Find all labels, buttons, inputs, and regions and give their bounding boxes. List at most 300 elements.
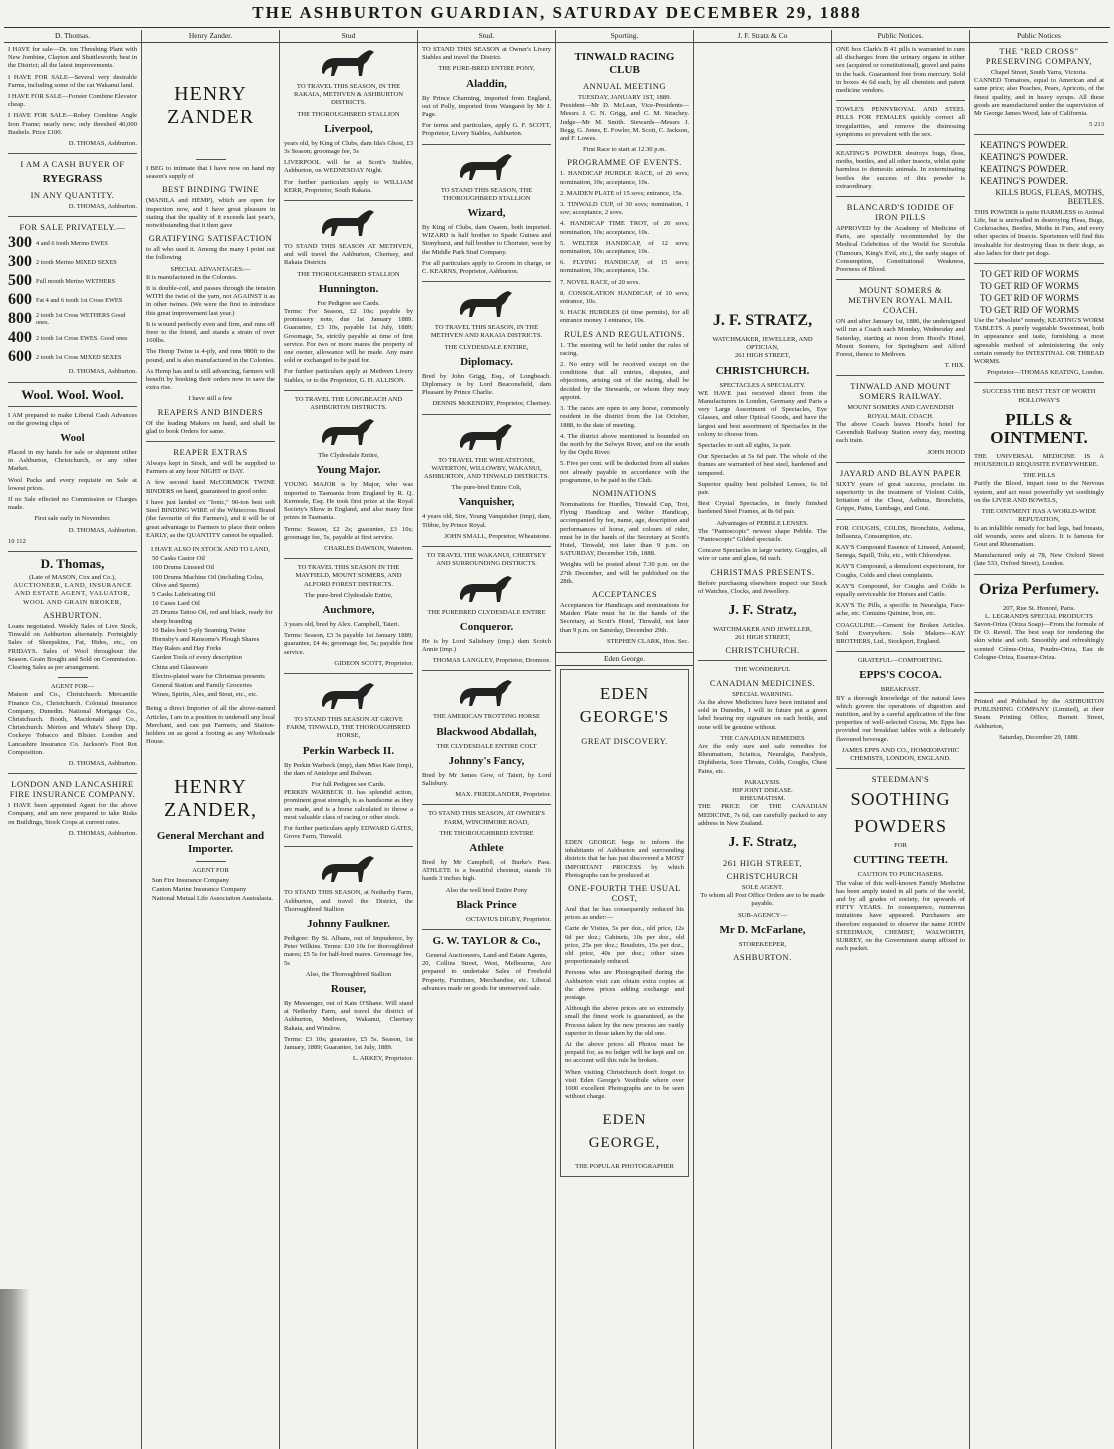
subheading: THE CLYDESDALE ENTIRE, — [444, 343, 529, 351]
divider — [8, 773, 137, 774]
heading: Mr D. McFarlane, — [719, 923, 806, 936]
sheep-lot — [8, 273, 137, 289]
heading: 261 HIGH STREET, — [723, 857, 802, 868]
ad-paragraph: TO STAND THIS SEASON, THE THOROUGHBRED STALLION — [440, 186, 533, 202]
signature: Proprietor—THOMAS KEATING, London. — [987, 369, 1104, 377]
heading: POWDERS — [853, 816, 947, 837]
heading: Blackwood Abdallah, — [436, 725, 537, 738]
subheading: HIP JOINT DISEASE. — [732, 786, 793, 794]
subheading: Chapel Street, South Yarra, Victoria. — [990, 69, 1088, 76]
imprint: Printed and Published by the ASHBURTON PUBLISHING COMPANY (Limited), at their Steam Printing Office, Burnett Street, Ashburton, — [974, 697, 1104, 730]
ad-paragraph: Terms: £3 10s; guarantee, £5 5s. Season, 1st January, 1889; Guarantee, 1st July, 1889. — [284, 1035, 413, 1052]
heading: JAYARD AND BLAYN PAPER — [839, 467, 962, 478]
divider — [422, 670, 551, 671]
heading: RULES AND REGULATIONS. — [564, 328, 685, 339]
heading: REAPERS AND BINDERS — [157, 406, 264, 417]
ad-paragraph: He is by Lord Salisbury (imp.) dam Scotch Annie (imp.) — [422, 637, 551, 653]
divider — [8, 551, 137, 552]
ad-paragraph: First sale early in November. — [34, 515, 111, 523]
sheep-desc: Full mouth Merino WETHERS — [36, 277, 116, 285]
heading: EDEN GEORGE, — [588, 1112, 661, 1152]
heading: Black Prince — [456, 898, 517, 911]
subheading: PARALYSIS. — [744, 778, 781, 786]
heading: ANNUAL MEETING — [583, 81, 666, 91]
list-item: 10 Cases Lard Oil — [152, 600, 200, 608]
ad-paragraph: President—Mr D. McLean, Vice-Presidents—Messrs J. C. N. Grigg, and C. M. Strachey. Judge—Mr M. Smith. Stewards—Messrs J. Begg, G. Jones, E. Fowler, M. Scott, C. Jackson, and F. Lowes. — [560, 102, 689, 143]
ad-paragraph: Carte de Visites, 5s per doz., old price, 12s 6d per doz.; Cabinets, 10s per doz., old price, 25s per doz.; Boudoirs, 15s per doz., old price, 40s per doz.; other sizes proportionately reduced. — [565, 925, 684, 966]
subheading: THE THOROUGHBRED STALLION — [297, 270, 400, 278]
divider — [196, 159, 226, 160]
list-item: KEATING'S POWDER. — [980, 140, 1069, 151]
ad-paragraph: At the above prices all Photos must be prepaid for, as no ledger will be kept and on no account will this rule be broken. — [565, 1041, 684, 1065]
heading: Vanquisher, — [458, 496, 515, 509]
subheading: MOUNT SOMERS AND CAVENDISH ROYAL MAIL COACH. — [847, 404, 954, 420]
list-item: Canton Marine Insurance Company — [152, 885, 247, 893]
ad-paragraph: ONE box Clark's B 41 pills is warranted to cure all discharges from the urinary organs in either sex (acquired or constitutional), gravel and pains in the back. Guaranteed free from mercury. Sold in boxes 4s 6d each, by all chemists and patent medicine vendors. — [836, 46, 965, 95]
ad-paragraph: TO TRAVEL THIS SEASON, IN THE RAKAIA, METHVEN & ASHBURTON DISTRICTS. — [293, 83, 403, 107]
sheep-lot — [8, 292, 137, 308]
subheading: THE CLYDESDALE ENTIRE COLT — [436, 742, 537, 750]
ad-paragraph: I HAVE FOR SALE—Several very desirable Farms, including some of the cat Wakanui land. — [8, 73, 137, 89]
ad-paragraph: Savon-Oriza (Oriza Soap)—From the formule of Dr O. Reveil. The best soap for rendering the skin white and soft. Smoothly and refreshingly scented Crème-Oriza, Poudre-Oriza, Eau de Cologne-Oriza, Essence-Oriza. — [974, 620, 1104, 661]
column-8 — [970, 30, 1108, 1449]
signature: T. HIX. — [944, 362, 965, 370]
divider — [836, 279, 965, 280]
ad-paragraph: If no Sale effected no Commission or Charges made. — [8, 496, 137, 512]
spacer — [698, 46, 827, 306]
heading: CANADIAN MEDICINES. — [709, 677, 816, 688]
column-head: Public Notices. — [832, 30, 969, 43]
masthead-rule — [4, 27, 1110, 28]
ad-paragraph: Terms: For Season, £2 10s; payable by promissory note, due 1st January 1889. Guarantee, £3 10s, payable 1st July, 1889; Groomage, 5s, strictly payable at time of first service. For two or more mares the property of one owner, allowance will be made. Any mare sold or exchanged to be paid for. — [284, 308, 413, 365]
column-head: J. F. Stratz & Co — [694, 30, 831, 43]
ad-paragraph: Being a direct Importer of all the above-named Articles, I am in a position to undersell any local Merchant, and can put Farmers, and Station-holders on as good a footing as any Wholesale House. — [146, 705, 275, 746]
divider — [974, 692, 1104, 693]
masthead: THE ASHBURTON GUARDIAN, SATURDAY DECEMBER 29, 1888 — [252, 3, 862, 22]
ad-paragraph: When visiting Christchurch don't forget to visit Eden George's Vestibule where over 1000 excellent Photographs are to be seen without charge. — [565, 1068, 684, 1101]
list-item: TO GET RID OF WORMS — [980, 281, 1080, 292]
list-item: Wines, Spirits, Ales, and Stout, etc., etc. — [152, 691, 258, 699]
ad-paragraph: Loans negotiated. Weekly Sales of Live Stock, Tinwald on Ashburton alternately. Fortnightly Sales of Sheepskins, Fat, Hides, etc., on FRIDAYS. Sales of Wool throughout the Season. Grain Bought and Sold on Commission. Clearing Sales as per arrangement. — [8, 622, 137, 671]
list-item: Hornsby's and Ransome's Plough Shares — [152, 635, 260, 643]
sheep-lot — [8, 349, 137, 365]
ad-paragraph: SIXTY years of great success, proclaim its superiority in the treatment of Violent Colds, Irritation of the Chest, Asthma, Bronchitis, Grippe, Pains, Lumbago, and Gout. — [836, 480, 965, 513]
ad-paragraph: Superior quality best polished Lenses, 6s 6d pair. — [698, 480, 827, 497]
ad-paragraph: Our Spectacles at 5s 6d pair. The whole of the frames are warranted of best steel, hardened and tempered. — [698, 453, 827, 477]
ad-paragraph: Terms: Season, £3 3s payable 1st January 1889; guarantee, £4 4s; groomage fee, 5s; payable first service. — [284, 632, 413, 656]
subheading: Advantages of PEBBLE LENSES. — [716, 519, 809, 527]
heading: Conqueror. — [459, 620, 514, 633]
subheading: THE THOROUGHBRED STALLION — [297, 110, 400, 118]
ad-paragraph: to all who used it. Among the many I point out the following — [146, 246, 275, 262]
ad-paragraph: TO STAND THIS SEASON AT GROVE FARM, TINWALD, THE THOROUGHBRED HORSE, — [286, 715, 411, 740]
subheading: THE PUREBRED CLYDESDALE ENTIRE — [427, 608, 546, 616]
column-5 — [556, 30, 694, 1449]
ad-paragraph: 3 years old, bred by Alex. Campbell, Taieri. — [284, 620, 400, 628]
ad-paragraph: For all particulars apply to Groom in charge, or C. KEARNS, Proprietor, Ashburton. — [422, 259, 551, 276]
rule-item: 4. The district above mentioned is bounded on the north by the Selwyn River, and on the south by the Opihi River. — [560, 432, 689, 457]
heading: CHRISTCHURCH — [726, 870, 799, 881]
signature: D. THOMAS, Ashburton. — [68, 368, 137, 376]
heading: EPPS'S COCOA. — [859, 669, 942, 682]
divider — [422, 804, 551, 805]
subheading: The Clydesdale Entire, — [318, 452, 379, 460]
sheep-count: 800 — [8, 310, 32, 328]
subheading: 261 HIGH STREET, — [734, 634, 790, 642]
sheep-desc: 2 tooth Merino MIXED SEXES — [36, 258, 117, 266]
ad-paragraph: CANNED Tomatoes, equal to American and at same price; also Peaches, Pears, Apricots, of the finest quality, and in heavy syrups. All these goods are manufactured under the supervision of Mr George James Wood, late of California. — [974, 77, 1104, 118]
ad-paragraph: I have just landed ex "Ionic," 90-ton best soft Steel BINDING WIRE of the Whitecross Brand (the favourite of the Farmers), and it will be of great advantage to Farmers to place their orders EARLY, as the QUANTITY cannot be equalled. — [146, 498, 275, 539]
heading: TINWALD AND MOUNT SOMERS RAILWAY. — [850, 381, 951, 402]
ad-paragraph: EDEN GEORGE begs to inform the inhabitants of Ashburton and surrounding districts that he has just discovered a MOST IMPORTANT PROCESS by which Photographs can be produced at — [565, 838, 684, 879]
list-item: 10 Bales best 5-ply Seaming Twine — [152, 626, 246, 634]
heading: CHRISTMAS PRESENTS. — [710, 566, 815, 577]
divider — [836, 768, 965, 769]
programme-item: 1. HANDICAP HURDLE RACE, of 20 sovs; nomination, 10s; acceptance, 10s. — [560, 170, 689, 186]
subheading: RHEUMATISM. — [739, 795, 786, 803]
heading: ONE-FOURTH THE USUAL COST, — [568, 882, 681, 903]
heading: Wizard, — [467, 207, 506, 220]
programme-item: 8. CONSOLATION HANDICAP, of 10 sovs; entrance, 10s. — [560, 289, 689, 306]
list-item: Garden Tools of every description — [152, 654, 242, 662]
horse-engraving-icon — [314, 206, 384, 240]
signature: L. ARKEY, Proprietor. — [352, 1055, 413, 1063]
heading: G. W. TAYLOR & Co., — [432, 934, 541, 947]
heading: Wool — [60, 432, 85, 445]
sheep-count: 300 — [8, 234, 32, 252]
heading: CUTTING TEETH. — [853, 854, 948, 867]
list-item: 5 Casks Lubricating Oil — [152, 590, 216, 598]
horse-engraving-icon — [452, 420, 522, 454]
heading: IN ANY QUANTITY. — [30, 190, 115, 201]
subheading: SUB-AGENCY— — [737, 911, 788, 919]
signature: THOMAS LANGLEY, Proprietor, Dromore. — [432, 657, 551, 665]
subheading: THE OINTMENT HAS A WORLD-WIDE REPUTATION, — [981, 508, 1097, 524]
column-1 — [4, 30, 142, 1449]
heading: HENRY ZANDER — [166, 83, 255, 128]
divider — [8, 153, 137, 154]
list-item: Hay Rakes and Hay Forks — [152, 645, 222, 653]
ad-paragraph: LIVERPOOL will be at Scott's Stables, Ashburton, on WEDNESDAY Night. — [284, 159, 413, 175]
sheep-count: 300 — [8, 253, 32, 271]
heading: General Merchant and Importer. — [156, 830, 265, 856]
ad-paragraph: The "Pantoscopic" newest shape Pebble. The "Pantoscopic" Gilded spectacle. — [698, 527, 827, 544]
list-item: Electro-plated ware for Christmas presents — [152, 672, 265, 680]
divider — [284, 390, 413, 391]
horse-engraving-icon — [314, 852, 384, 886]
heading: J. F. Stratz, — [728, 603, 797, 619]
ad-paragraph: Nominations for Hurdles, Tinwald Cup, Trot, Flying Handicap and Welter Handicap, accompanied by fee, name, age, description and performances of horse, and colours of rider, must be in the hands of the Secretary at Scott's Hotel, Tinwald, not later than 9 p.m. on SATURDAY, December 15th, 1888. — [560, 500, 689, 558]
sheep-desc: 2 tooth 1st Cross EWES. Good ones — [36, 334, 128, 342]
ad-paragraph: KAY'S Compound Essence of Linseed, Aniseed, Senega, Squill, Tolu, etc., with Chlorodyne. — [836, 543, 965, 560]
ad-paragraph: TO TRAVEL THIS SEASON, IN THE METHVEN AND RAKAIA DISTRICTS. — [430, 324, 543, 340]
ad-paragraph: It is wound perfectly even and firm, and runs off freer to the friend, and stands a strain of over 160lbs. — [146, 320, 275, 345]
divider — [836, 462, 965, 463]
ad-paragraph: Although the above prices are so extremely small the finest work is guaranteed, as the Process taken by the new process are vastly superior to those taken by the old one. — [565, 1005, 684, 1037]
ad-paragraph: Weights will be posted about 7.30 p.m. on the 27th December, and will be published on the 28th. — [560, 561, 689, 585]
subheading: I have still a few — [188, 395, 233, 403]
divider — [196, 861, 226, 862]
subheading: Also the well bred Entire Pony — [445, 886, 528, 894]
ad-paragraph: Persons who are Photographed during the Ashburton visit can obtain extra copies at the above prices adding exchange and postage. — [565, 969, 684, 1002]
scan-shadow — [0, 1289, 30, 1449]
ad-paragraph: It is double-coil, and passes through the tension WITH the twist of the yarn, not AGAINST it as in other twines. (We were the first to introduce this great improvement last year.) — [146, 285, 275, 317]
heading: Liverpool, — [324, 122, 373, 135]
ad-paragraph: Is an infallible remedy for bad legs, bad breasts, old wounds, sores and ulcers. It is famous for Gout and Rheumatism. — [974, 524, 1104, 548]
heading: Oriza Perfumery. — [979, 580, 1099, 598]
divider — [58, 677, 88, 678]
list-item: KEATING'S POWDER. — [980, 176, 1069, 187]
programme-item: 6. FLYING HANDICAP, of 15 sovs; nomination, 10s; acceptance, 15s. — [560, 259, 689, 275]
ad-paragraph: TO STAND THIS SEASON, at Netherby Farm, Ashburton, and travel the District, the Thoroughbred Stallion — [284, 889, 413, 913]
list-item: 25 Drums Tattoo Oil, red and black, ready for sheep branding — [152, 609, 273, 625]
signature: D. THOMAS, Ashburton. — [68, 759, 137, 767]
ad-paragraph: TO TRAVEL THIS SEASON IN THE MAYFIELD, MOUNT SOMERS, AND ALFORD FOREST DISTRICTS. — [295, 564, 402, 588]
divider — [836, 375, 965, 376]
signature: OCTAVIUS DIGBY, Proprietor. — [466, 915, 551, 923]
subheading: SUCCESS THE BEST TEST OF WORTH — [982, 388, 1096, 396]
horse-engraving-icon — [452, 572, 522, 606]
ad-paragraph: Matson and Co., Christchurch. Mercantile Finance Co., Christchurch. Colonial Insurance Company, Dunedin. National Mortgage Co., Christchurch. Booth, Macdonald and Co., Christchurch. Merton and White's Sheep Dip. Cockeye Tobacco and Blister. London and Lancashire Insurance Co. Jackson's Foot Rot Composition. — [8, 691, 137, 756]
heading: LONDON AND LANCASHIRE FIRE INSURANCE COMPANY. — [9, 779, 136, 800]
ad-paragraph: For terms and particulars, apply G. F. SCOTT, Proprietor, Livery Stables, Ashburton. — [422, 122, 551, 138]
heading: Rouser, — [330, 983, 367, 995]
subheading: THE AMERICAN TROTTING HORSE — [432, 713, 541, 721]
subheading: The pure-bred Clydesdale Entire, — [304, 591, 393, 599]
column-6 — [694, 30, 832, 1449]
list-item: 50 Casks Castor Oil — [152, 555, 205, 563]
subheading: THE PURE-BRED ENTIRE PONY, — [438, 65, 535, 73]
programme-item: 4. HANDICAP TIME TROT, of 20 sovs; nomination, 10s; acceptance, 10s. — [560, 220, 689, 236]
ad-paragraph: Acceptances for Handicaps and nominations for Maiden Plate must be in the hands of the Secretary, at Scott's Hotel, Tinwald, not later than 9 p.m. on Saturday, December 29th. — [560, 601, 689, 634]
ad-paragraph: I BEG to intimate that I have now on hand my season's supply of — [146, 165, 275, 181]
heading: GRATIFYING SATISFACTION — [148, 233, 273, 244]
stock-list — [146, 555, 275, 699]
subheading: (Late of MASON, Cox and Co.), — [29, 574, 116, 582]
divider — [284, 200, 413, 201]
heading: RYEGRASS — [42, 173, 103, 186]
ad-paragraph: For further particulars apply at Methven Livery Stables, or to the Proprietor, G. H. ALLISON. — [284, 368, 413, 384]
divider — [836, 100, 965, 101]
list-item: TO GET RID OF WORMS — [980, 293, 1080, 304]
ad-paragraph: Terms: Season, £2 2s; guarantee, £3 10s; groomage fee, 5s, payable at first service. — [284, 525, 413, 541]
divider — [8, 216, 137, 217]
subheading: THE POPULAR PHOTOGRAPHER — [575, 1163, 674, 1171]
ad-paragraph: YOUNG MAJOR is by Major, who was imported to Tasmania from England by R. Q. Kermode, Esq. He took first prize at the Royal Society's Show in England, and also many first prizes in Tasmania. — [284, 481, 413, 522]
divider — [974, 382, 1104, 383]
rule-item: 2. No entry will be received except on the conditions that all entries, disputes, and objections, arising out of the racing, shall be decided by the Stewards, or whom they may appoint. — [560, 361, 689, 401]
eden-george-ad — [560, 669, 689, 1177]
sheep-desc: Fat 4 and 6 tooth 1st Cross EWES — [36, 296, 123, 304]
list-item: China and Glassware — [152, 663, 209, 671]
imprint-date: Saturday, December 29, 1888. — [999, 733, 1079, 741]
signature: D. THOMAS, Ashburton. — [68, 526, 137, 534]
sheep-lot — [8, 311, 137, 327]
divider — [974, 263, 1104, 264]
ad-paragraph: Manufactured only at 78, New Oxford Street (late 533, Oxford Street), London. — [974, 552, 1104, 568]
ad-paragraph: Bred by Mr Campbell, of Burke's Pass. ATHLETE is a beautiful chestnut, stands 16 hands 3 inches high. — [422, 858, 551, 883]
ad-paragraph: As Hemp has and is still advancing, farmers will benefit by booking their orders now to save the extra rise. — [146, 367, 275, 392]
ad-paragraph: TO TRAVEL THE WAKANUI, CHERTSEY AND SURROUNDING DISTRICTS. — [426, 552, 547, 568]
subheading: SPECIAL ADVANTAGES:— — [170, 265, 251, 273]
ad-paragraph: The above Coach leaves Hood's hotel for Cavendish Railway Station every day, meeting each train. — [836, 420, 965, 445]
subheading: SPECIAL WARNING. — [732, 690, 793, 698]
ad-paragraph: Placed in my hands for sale or shipment either in Ashburton, Christchurch, or any other Market. — [8, 449, 137, 473]
horse-engraving-icon — [314, 415, 384, 449]
signature: D. THOMAS, Ashburton. — [68, 829, 137, 837]
subheading: THE THOROUGHBRED ENTIRE — [439, 829, 534, 837]
subheading: AGENT FOR— — [50, 683, 95, 691]
column-3 — [280, 30, 418, 1449]
ad-reference: 5 213 — [1089, 121, 1104, 129]
divider — [422, 281, 551, 282]
subheading: For full Pedigree see Cards. — [311, 780, 386, 788]
list-item: TO GET RID OF WORMS — [980, 305, 1080, 316]
ad-paragraph: Bred by Mr James Gow, of Taieri, by Lord Salisbury. — [422, 771, 551, 787]
subheading: L. LEGRAND'S SPECIAL PRODUCTS — [985, 612, 1093, 620]
ad-paragraph: years old, by King of Clubs, dam Ida's Ghost, £3 3s Season; groomage fee, 5s — [284, 139, 413, 156]
ad-paragraph: Always kept in Stock, and will be supplied to Farmers at any hour NIGHT or DAY. — [146, 460, 275, 476]
heading: STEEDMAN'S — [871, 774, 930, 785]
subheading: First Race to start at 12.30 p.m. — [583, 146, 666, 154]
ad-paragraph: TO TRAVEL THE WHEATSTONE, WATERTON, WILLOWBY, WAKANUI, ASHBURTON, AND TINWALD DISTRICTS. — [423, 456, 550, 481]
ad-paragraph: Spectacles to suit all sights, 1s pair. — [698, 442, 792, 450]
ad-paragraph: As the above Medicines have been imitated and sold in Dunedin, I will in future put a green label bearing my signature on each bottle, and none will be genuine without. — [698, 698, 827, 731]
spacer — [565, 749, 684, 839]
subheading: HOLLOWAY'S — [1018, 396, 1060, 404]
ad-paragraph: Are the only sure and safe remedies for Rheumatism, Sciatica, Neuralgia, Paralysis, Diphtheria, Sore Throats, Colds, Coughs, Chest Pains, etc. — [698, 742, 827, 775]
sheep-desc: 2 tooth 1st Cross MIXED SEXES — [36, 353, 122, 361]
heading: HENRY ZANDER, — [163, 776, 258, 822]
list-item: KEATING'S POWDER. — [980, 164, 1069, 175]
programme-item: 2. MAIDEN PLATE of 15 sovs; entrance, 15s. — [560, 189, 684, 197]
ad-paragraph: KEATING'S POWDER destroys bugs, fleas, moths, beetles, and all other insects, whilst quite harmless to domestic animals. In exterminating beetles the success of this powder is extraordinary. — [836, 150, 965, 190]
heading: CHRISTCHURCH. — [725, 645, 800, 656]
horse-engraving-icon — [452, 676, 522, 710]
heading: Hunnington. — [318, 282, 379, 295]
programme-item: 7. NOVEL RACE, of 20 sovs. — [560, 278, 640, 286]
subheading: TUESDAY, JANUARY 1ST, 1889. — [577, 94, 672, 101]
ad-paragraph: The value of this well-known Family Medicine has been amply tested in all parts of the world, and by all grades of society, for upwards of FIFTY YEARS. In consequence, numerous imitations have appeared. Purchasers are therefore requested to observe the name JOHN STEEDMAN, CHEMIST, WALWORTH, SURREY, on the Government stamp affixed to each packet. — [836, 879, 965, 953]
ad-paragraph: Concave Spectacles in large variety. Goggles, all wire or cane and glass, 6d each. — [698, 547, 827, 563]
subheading: The pure-bred Entire Colt, — [451, 484, 522, 492]
ad-paragraph: COAGULINE.—Cement for Broken Articles. Sold Everywhere. Sole Makers—KAY BROTHERS, Ltd., Stockport, England. — [836, 621, 965, 645]
subheading: STOREKEEPER, — [738, 940, 787, 948]
heading: EDEN GEORGE'S — [579, 683, 670, 726]
ad-paragraph: TO TRAVEL THE LONGBEACH AND ASHBURTON DISTRICTS. — [294, 395, 403, 412]
rule-item: 3. The races are open to any horse, commonly resident in the district from the 1st October, 1888, to the date of meeting. — [560, 405, 689, 429]
heading: J. F. Stratz, — [728, 834, 797, 850]
column-head: Stud. — [418, 30, 555, 43]
ad-paragraph: By Messenger, out of Kate O'Shane. Will stand at Netherby Farm, and travel the district of Ashburton, Methven, Wakanui, Chertsey Rakaia, and Winslow. — [284, 1000, 413, 1032]
heading: THE "RED CROSS" PRESERVING COMPANY, — [985, 46, 1093, 66]
sheep-count: 500 — [8, 272, 32, 290]
column-head: D. Thomas. — [4, 30, 141, 43]
divider — [284, 673, 413, 674]
ad-paragraph: AUCTIONEER, LAND, INSURANCE AND ESTATE AGENT, VALUATOR, WOOL AND GRAIN BROKER, — [13, 582, 132, 606]
ad-paragraph: FOR COUGHS, COLDS, Bronchitis, Asthma, Influenza, Consumption, etc. — [836, 524, 965, 540]
ad-paragraph: Purify the Blood, impart tone to the Nervous system, and act most powerfully yet soothingly on the LIVER AND BOWELS, — [974, 480, 1104, 504]
heading: SOOTHING — [850, 789, 951, 810]
sheep-count: 600 — [8, 291, 32, 309]
divider — [836, 196, 965, 197]
heading: CHRISTCHURCH. — [715, 364, 810, 377]
heading: PILLS & OINTMENT. — [990, 409, 1088, 447]
sheep-lot — [8, 235, 137, 251]
ad-paragraph: By Prince Charming, imported from England, out of Polly, imported from Wangarei by Mr J. Page. — [422, 94, 551, 119]
ad-paragraph: And that he has consequently reduced his prices as under:— — [565, 905, 684, 922]
ad-paragraph: TO STAND THIS SEASON AT METHVEN, and will travel the Ashburton, Chertsey, and Rakaia Districts — [284, 243, 413, 267]
heading: Aladdin, — [466, 77, 507, 90]
divider — [698, 660, 827, 661]
subheading: THE PILLS — [1022, 472, 1056, 480]
horse-engraving-icon — [452, 287, 522, 321]
sheep-desc: 2 tooth 1st Cross WETHERS Good ones. — [36, 311, 126, 327]
sheep-count: 400 — [8, 329, 32, 347]
subheading: GRATEFUL—COMFORTING. — [857, 657, 944, 665]
signature: GIDEON SCOTT, Proprietor. — [334, 659, 413, 667]
ad-paragraph: PERKIN WARBECK II. has splendid action, prominent great strength, is as handsome as they are made, and is a horse calculated to throw a most valuable class of racing or other stock. — [284, 789, 413, 821]
subheading: FOR — [894, 842, 907, 850]
ad-paragraph: Best Crystal Spectacles, in finely finished hardened Steel Frames, at 8s 6d pair. — [698, 500, 827, 516]
list-item: TO GET RID OF WORMS — [980, 269, 1080, 280]
ad-paragraph: ON and after January 1st, 1886, the undersigned will run a Coach each Monday, Wednesday and Saturday, starting at noon from Hood's Hotel, Mount Somers, for Springburn and Alford Forest, thence to Methven. — [836, 318, 965, 359]
divider — [422, 546, 551, 547]
horse-engraving-icon — [314, 679, 384, 713]
ad-paragraph: KAY'S Tic Pills, a specific in Neuralgia, Face-ache, etc. Contains Quinine, Iron, etc. — [836, 602, 965, 618]
ad-paragraph: To whom all Post Office Orders are to be made payable. — [700, 892, 825, 908]
sheep-lot — [8, 330, 137, 346]
ad-paragraph: KAY'S Compound, a demulcent expectorant, for Coughs, Colds and chest complaints. — [836, 563, 965, 579]
heading: Johnny's Fancy, — [448, 754, 525, 767]
column-7 — [832, 30, 970, 1449]
ad-paragraph: Use the "absolute" remedy, KEATING'S WORM TABLETS. A purely vegetable Sweetmeat, both in appearance and taste, furnishing a most agreeable method of administering the only certain remedy for INTESTINAL OR THREAD WORMS. — [974, 317, 1104, 366]
subheading: SPECTACLES A SPECIALITY. — [719, 381, 806, 389]
ad-paragraph: TOWLE'S PENNYROYAL AND STEEL PILLS FOR FEMALES quickly correct all irregularities, and remove the distressing symptoms so prevalent with the sex. — [836, 106, 965, 138]
rule-item: 5. Five per cent. will be deducted from all stakes not already payable in accordance with the programme, to be paid to the Club. — [560, 460, 689, 484]
signature: CHARLES DAWSON, Waterton. — [324, 544, 413, 552]
ad-paragraph: KAY'S Compound, for Coughs and Colds is equally serviceable for Horses and Cattle. — [836, 582, 965, 598]
ad-paragraph: APPROVED by the Academy of Medicine of Paris, are specially recommended by the Medical Celebrities of the World for Scrofula (Tumours, King's Evil, etc.), the early stages of Consumption, Constitutional Weakness, Poorness of Blood. — [836, 225, 965, 274]
ad-paragraph: For further particulars apply EDWARD GATES, Grove Farm, Tinwald. — [284, 824, 413, 841]
column-4 — [418, 30, 556, 1449]
programme-item: 3. TINWALD CUP, of 30 sovs; nomination, 1 sov; acceptance, 2 sovs. — [560, 201, 689, 217]
signature: D. THOMAS, Ashburton. — [68, 140, 137, 148]
columns — [4, 30, 1110, 1449]
heading: NOMINATIONS — [592, 487, 657, 498]
subheading: WATCHMAKER AND JEWELLER, — [713, 626, 812, 634]
divider — [146, 441, 275, 442]
heading: Young Major. — [316, 464, 381, 477]
ad-paragraph: I AM prepared to make Liberal Cash Advances on the growing clips of — [8, 411, 137, 427]
heading: Athlete — [469, 841, 504, 854]
heading: BLANCARD'S IODIDE OF IRON PILLS — [846, 202, 955, 223]
subheading: WATCHMAKER, JEWELLER, AND OPTICIAN, — [712, 336, 813, 352]
ad-paragraph: WE HAVE just received direct from the Manufacturers in London, Germany and Paris a very Large Assortment of Spectacles, Eye Glasses, and other Optical Goods, and have the largest and best assortment of Spectacles in the colony to choose from. — [698, 389, 827, 438]
heading: TINWALD RACING CLUB — [574, 51, 675, 76]
ad-paragraph: JAMES EPPS AND CO., HOMŒOPATHIC CHEMISTS, LONDON, ENGLAND. — [841, 746, 960, 762]
subheading: AGENT FOR — [192, 867, 229, 875]
subheading: Also, the Thoroughbred Stallion — [305, 970, 392, 978]
ad-paragraph: Bred by John Grigg, Esq., of Longbeach. Diplomacy is by Lord Beaconsfield, dam Pleasant by Prince Charlie. — [422, 372, 551, 397]
subheading: For Pedigree see Cards. — [317, 299, 380, 307]
subheading: 261 HIGH STREET, — [734, 352, 790, 360]
ad-paragraph: Pedigree: By St. Albans, out of Impudence, by Peter Wilkins. Terms: £10 10s for thoroughbred mares; £5 5s for half-bred mares. Groomage fee, 5s — [284, 934, 413, 967]
column-head: Public Notices — [970, 30, 1108, 43]
list-item: 100 Drums Machine Oil (including Colza, Olive and Sperm) — [152, 573, 264, 589]
ad-paragraph: The Hemp Twine is 4-ply, and runs 980ft to the pound, and is also manufactured in the Colonies. — [146, 348, 275, 364]
heading: I AM A CASH BUYER OF — [20, 159, 125, 170]
